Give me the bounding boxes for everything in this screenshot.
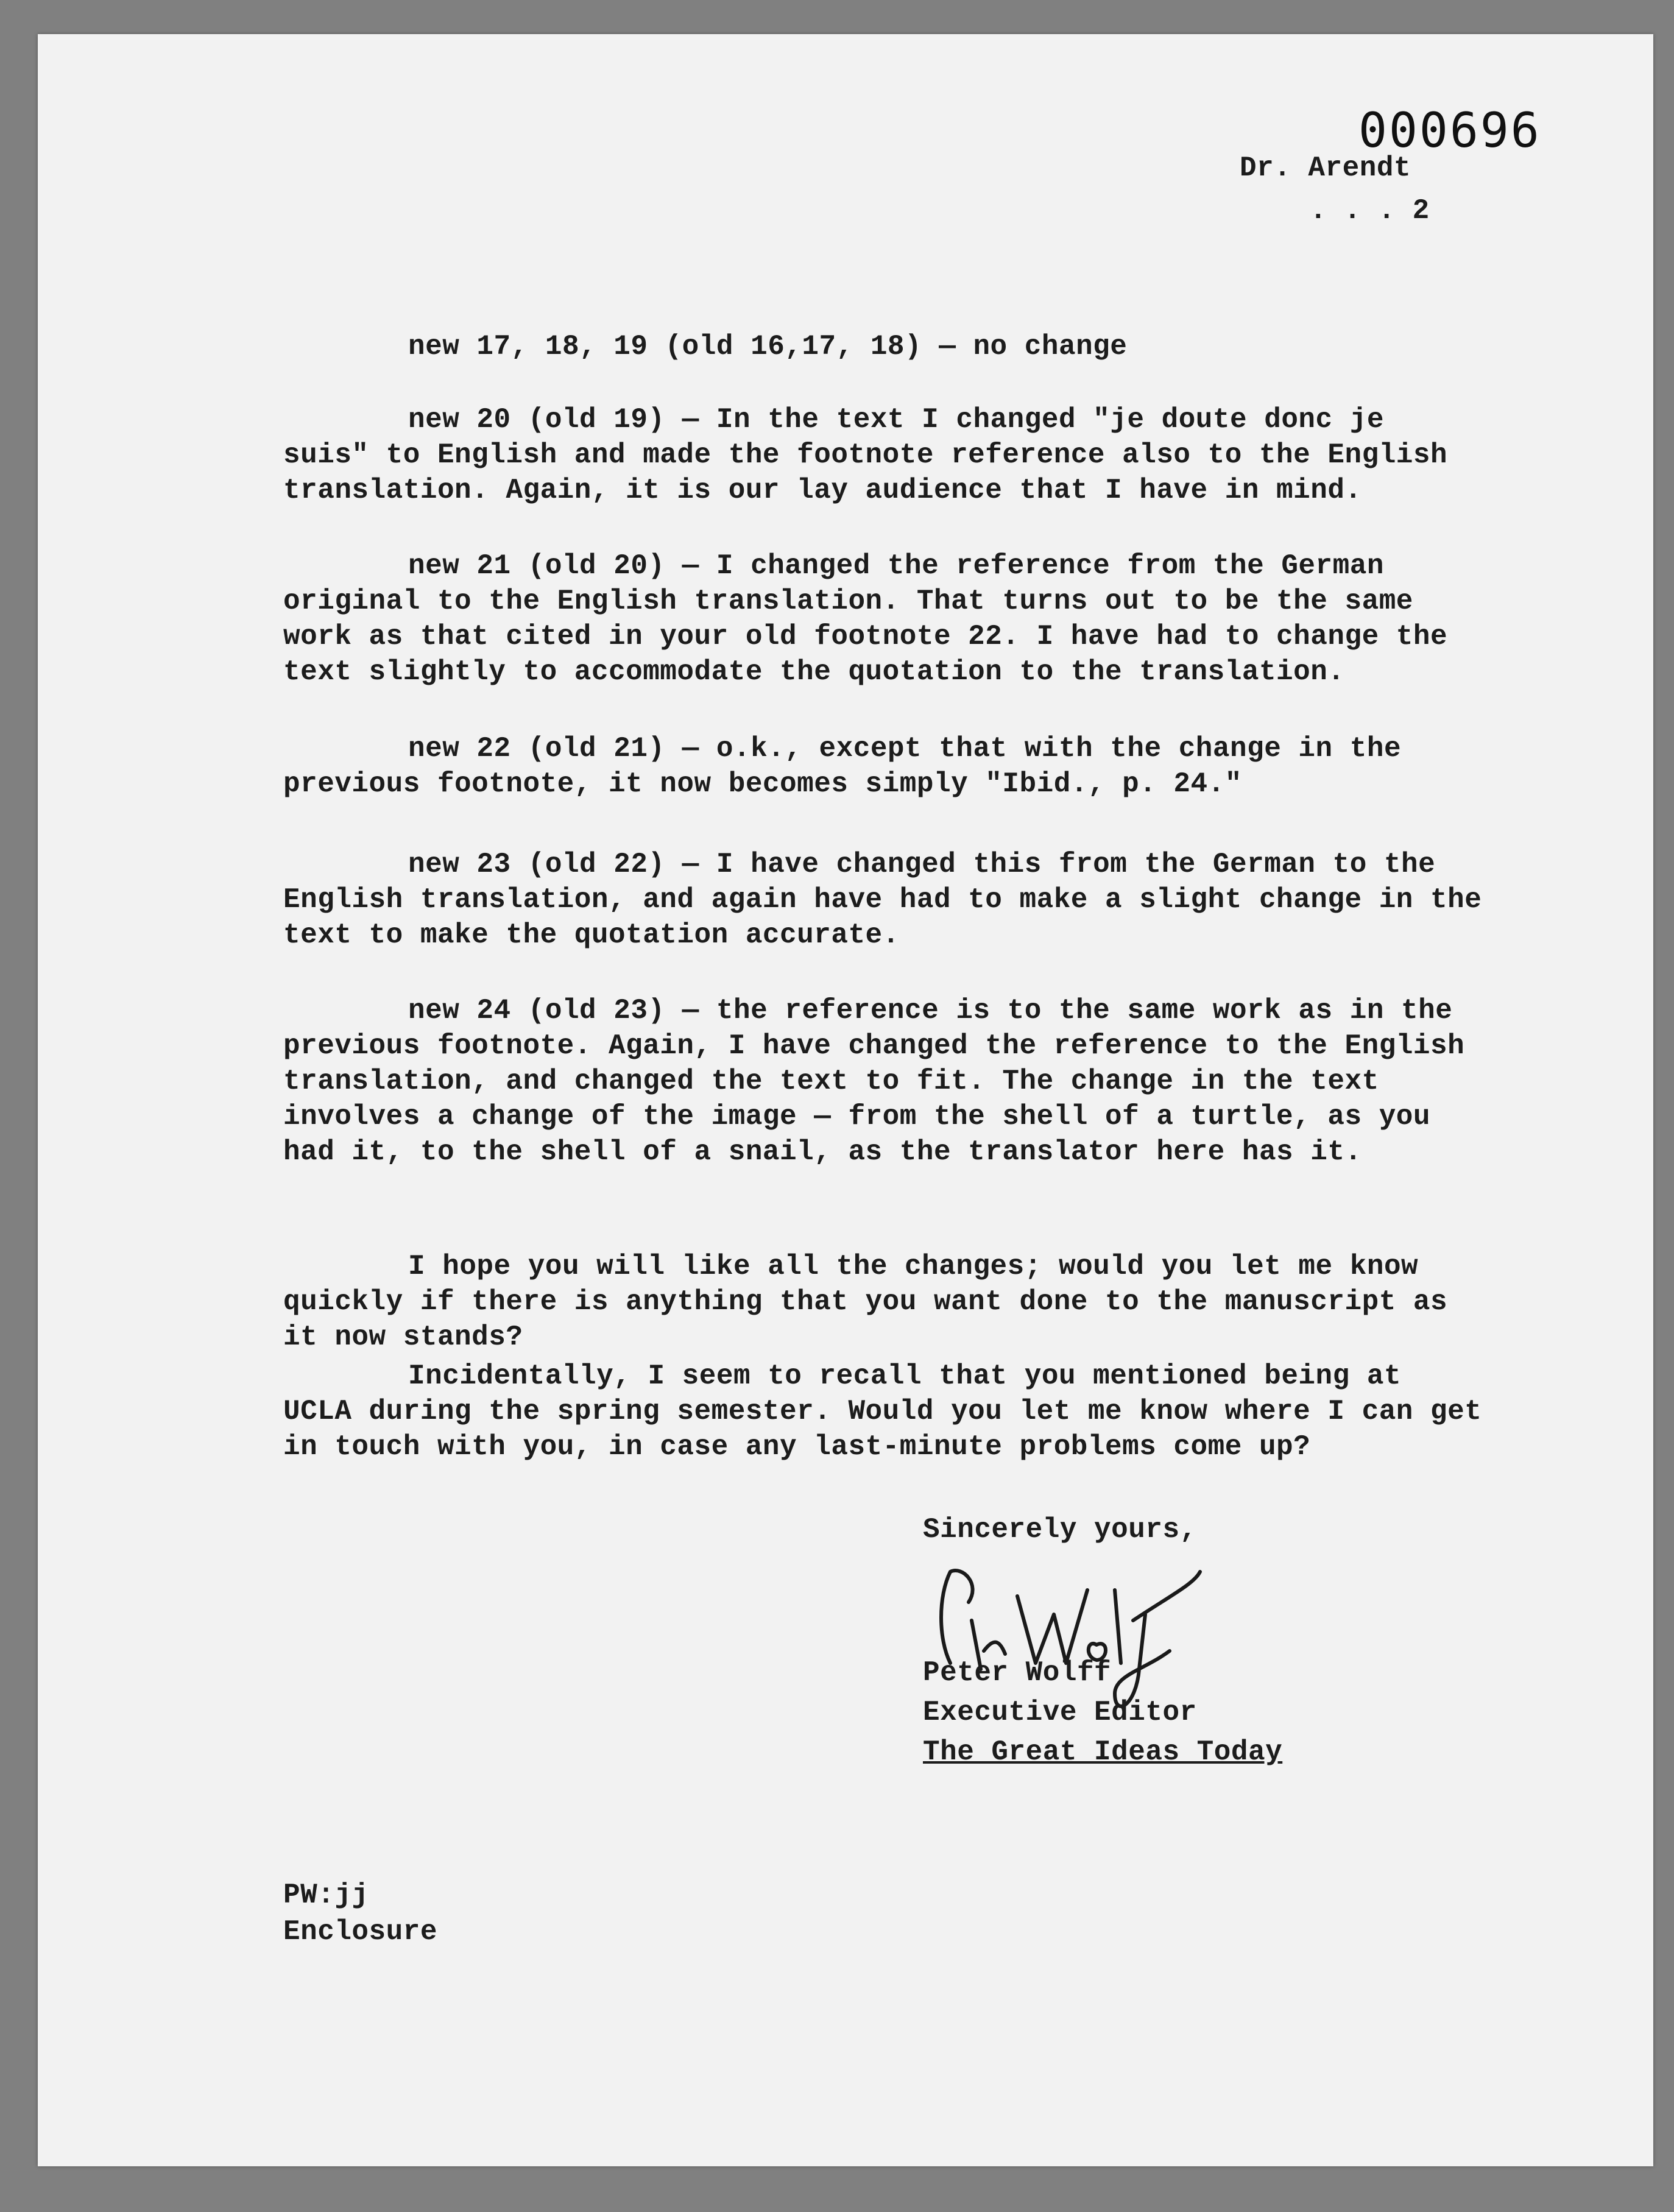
signer-name: Peter Wolff — [923, 1657, 1112, 1689]
signer-title: Executive Editor — [923, 1697, 1197, 1728]
paragraph-2: new 20 (old 19) — In the text I changed "je doute donc je suis" to English and made the footnote reference also to the English translation. Again, it is our lay audience that I have in mind. — [283, 404, 1448, 506]
page-number: . . . 2 — [1310, 195, 1430, 227]
paragraph-7: I hope you will like all the changes; would you let me know quickly if there is anything that you want done to the manuscript as it now stands? — [283, 1251, 1448, 1353]
closing-salutation: Sincerely yours, — [923, 1514, 1197, 1546]
paragraph-5: new 23 (old 22) — I have changed this from the German to the English translation, and again have had to make a slight change in the text to make the quotation accurate. — [283, 849, 1482, 951]
paragraph-3: new 21 (old 20) — I changed the reference from the German original to the English translation. That turns out to be the same work as that cited in your old footnote 22. I have had to change the text slightly to accommodate the quotation to the translation. — [283, 550, 1448, 688]
paragraph-8: Incidentally, I seem to recall that you mentioned being at UCLA during the spring semester. Would you let me know where I can get in touch with you, in case any last-minute problems come up? — [283, 1360, 1482, 1463]
publication-name: The Great Ideas Today — [923, 1736, 1283, 1768]
paragraph-6: new 24 (old 23) — the reference is to the same work as in the previous footnote. Again, I have changed the reference to the English translation, and changed the text to fit. The change in the text involves a change of the image — from the shell of a turtle, as you had it, to the shell of a snail, as the translator here has it. — [283, 995, 1465, 1168]
paragraph-1: new 17, 18, 19 (old 16,17, 18) — no change — [408, 331, 1128, 362]
archive-number: 000696 — [1358, 104, 1541, 158]
typist-initials: PW:jj — [283, 1879, 369, 1911]
paragraph-4: new 22 (old 21) — o.k., except that with the change in the previous footnote, it now becomes simply "Ibid., p. 24." — [283, 733, 1402, 800]
addressee-header: Dr. Arendt — [1240, 152, 1411, 184]
enclosure-note: Enclosure — [283, 1916, 437, 1948]
